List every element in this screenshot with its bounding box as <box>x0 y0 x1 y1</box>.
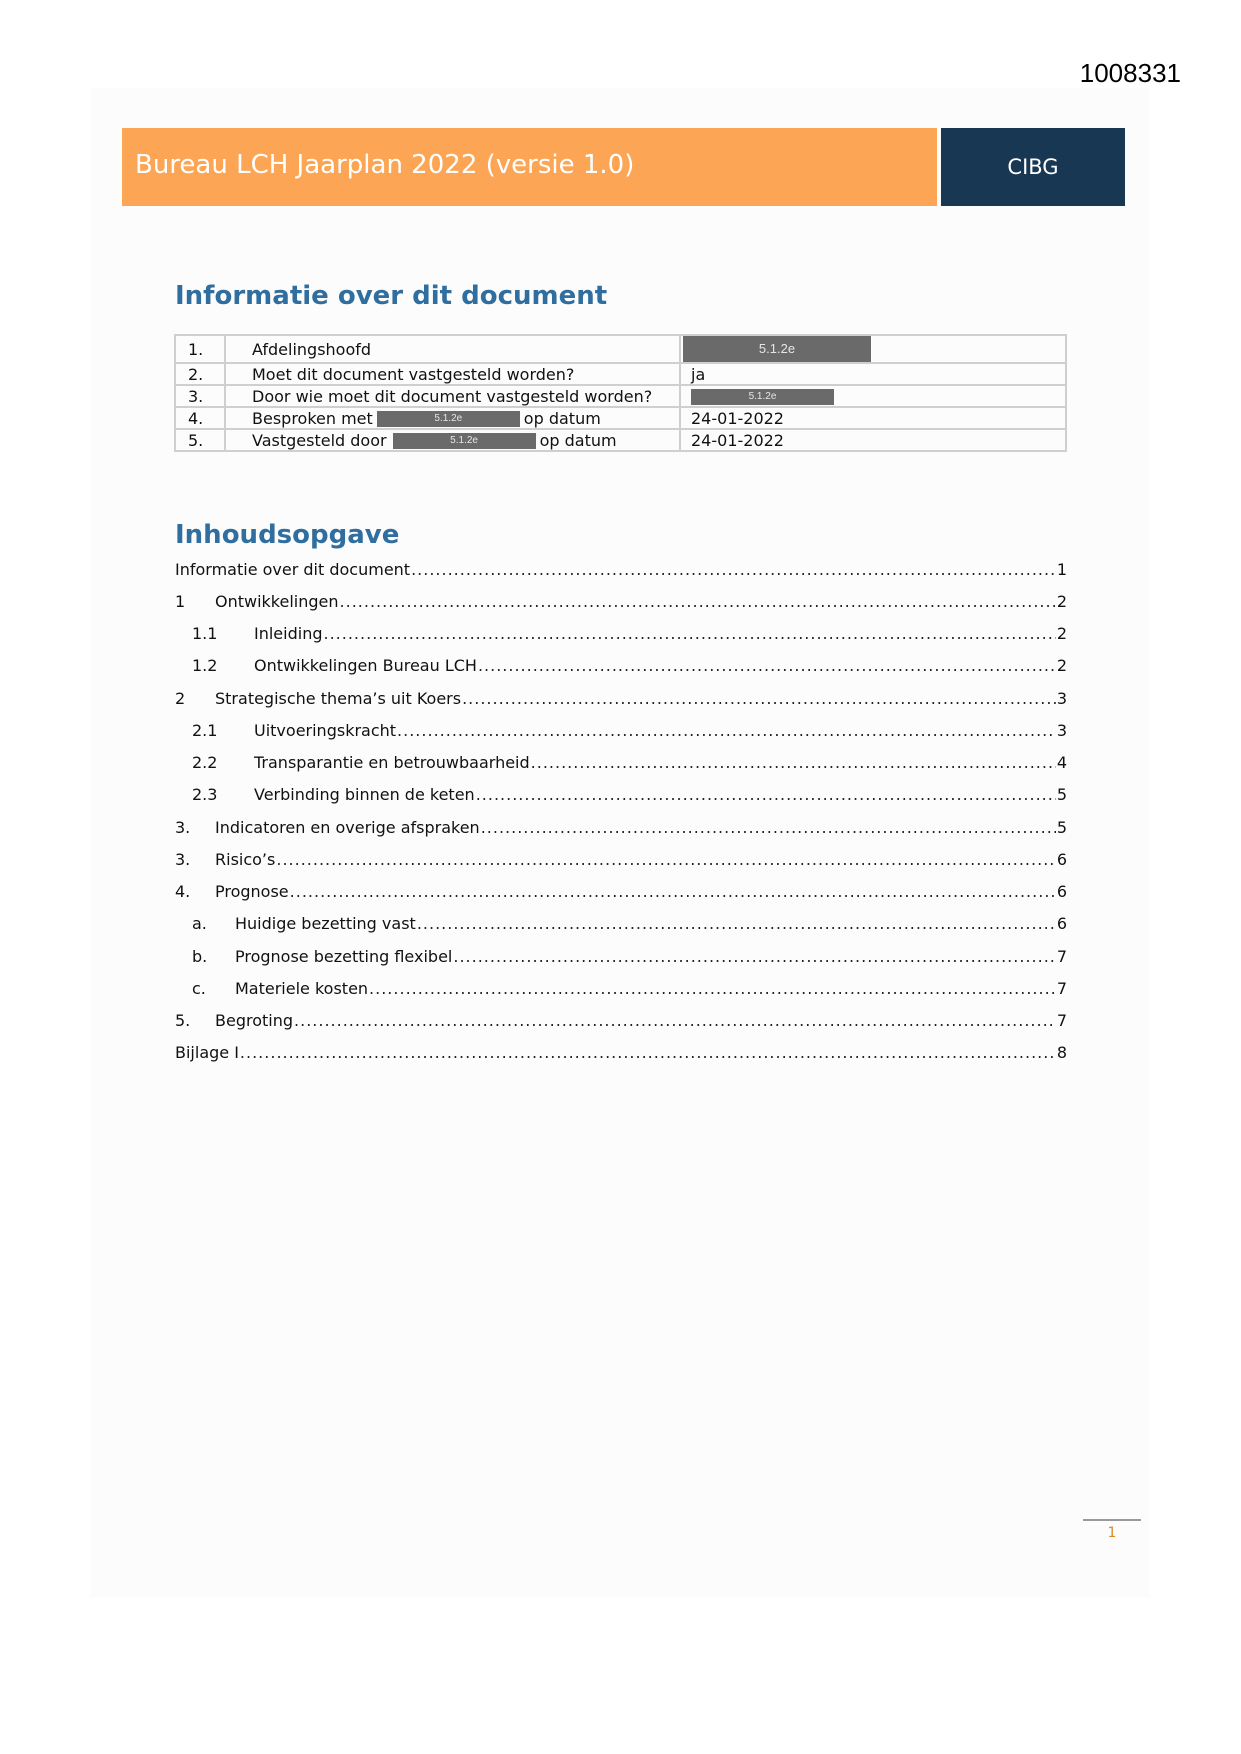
toc-page-number: 8 <box>1056 1043 1067 1062</box>
toc-entry[interactable] <box>175 1043 1067 1065</box>
toc-leader <box>340 592 1056 611</box>
cibg-logo: CIBG <box>1007 155 1059 179</box>
toc-entry-number: 3. <box>175 850 191 869</box>
info-row <box>175 335 1066 363</box>
toc-leader <box>276 850 1055 869</box>
toc-entry-text: Strategische thema’s uit Koers <box>215 689 462 708</box>
toc-entry-text: Verbinding binnen de keten <box>254 785 475 804</box>
row-label <box>225 407 680 429</box>
row-label: Moet dit document vastgesteld worden? <box>225 363 680 385</box>
row-value <box>680 335 1066 363</box>
toc-entry-number: c. <box>192 979 206 998</box>
toc-page-number: 7 <box>1056 1011 1067 1030</box>
row-number: 1. <box>175 335 225 363</box>
toc-page-number: 3 <box>1056 689 1067 708</box>
row-label: Door wie moet dit document vastgesteld worden? <box>225 385 680 407</box>
info-heading: Informatie over dit document <box>175 281 608 311</box>
toc-entry[interactable] <box>175 818 1067 840</box>
toc-entry[interactable] <box>175 979 1067 1001</box>
toc-entry[interactable] <box>175 560 1067 582</box>
toc-entry-number: a. <box>192 914 207 933</box>
toc-leader <box>290 882 1056 901</box>
toc-entry-text: Begroting <box>215 1011 294 1030</box>
row-number: 4. <box>175 407 225 429</box>
redaction-box: 5.1.2e <box>393 433 536 449</box>
toc-entry-number: 2.3 <box>192 785 218 804</box>
toc-entry[interactable] <box>175 850 1067 872</box>
toc-leader <box>240 1043 1056 1062</box>
toc-page-number: 7 <box>1056 947 1067 966</box>
toc-entry[interactable] <box>175 624 1067 646</box>
toc-page-number: 5 <box>1056 818 1067 837</box>
toc-entry[interactable] <box>175 1011 1067 1033</box>
toc-entry-number: 3. <box>175 818 191 837</box>
toc-entry-text: Indicatoren en overige afspraken <box>215 818 480 837</box>
toc-page-number: 2 <box>1056 656 1067 675</box>
toc-entry-text: Bijlage I <box>175 1043 239 1062</box>
row-number: 5. <box>175 429 225 451</box>
toc-page-number: 5 <box>1056 785 1067 804</box>
toc-entry-number: 1.2 <box>192 656 218 675</box>
toc-entry-text: Risico’s <box>215 850 276 869</box>
redaction-box: 5.1.2e <box>691 389 834 405</box>
info-row <box>175 363 1066 385</box>
toc-entry-number: 4. <box>175 882 191 901</box>
document-number: 1008331 <box>1079 58 1181 88</box>
toc-page-number: 3 <box>1056 721 1067 740</box>
toc-leader <box>369 979 1056 998</box>
toc-entry[interactable] <box>175 656 1067 678</box>
toc-entry[interactable] <box>175 689 1067 711</box>
toc-entry-number: b. <box>192 947 208 966</box>
toc-entry-number: 2.2 <box>192 753 218 772</box>
info-row <box>175 429 1066 451</box>
toc-entry[interactable] <box>175 785 1067 807</box>
toc-leader <box>411 560 1056 579</box>
toc-entry[interactable] <box>175 721 1067 743</box>
row-label <box>225 429 680 451</box>
toc-page-number: 2 <box>1056 592 1067 611</box>
toc-leader <box>481 818 1056 837</box>
toc-page-number: 1 <box>1056 560 1067 579</box>
toc-page-number: 6 <box>1056 914 1067 933</box>
info-row <box>175 407 1066 429</box>
row-value: 24-01-2022 <box>680 429 1066 451</box>
row-value: 24-01-2022 <box>680 407 1066 429</box>
info-table <box>174 334 1067 452</box>
toc-leader <box>462 689 1056 708</box>
label-post: op datum <box>523 408 601 428</box>
toc-entry[interactable] <box>175 947 1067 969</box>
toc-entry-number: 1.1 <box>192 624 218 643</box>
toc-leader <box>478 656 1056 675</box>
row-number: 3. <box>175 385 225 407</box>
toc-entry[interactable] <box>175 592 1067 614</box>
toc-entry-text: Transparantie en betrouwbaarheid <box>254 753 530 772</box>
toc-page-number: 2 <box>1056 624 1067 643</box>
toc-entry[interactable] <box>175 914 1067 936</box>
row-value <box>680 385 1066 407</box>
toc-leader <box>476 785 1056 804</box>
toc-entry-text: Prognose bezetting flexibel <box>235 947 453 966</box>
toc-page-number: 6 <box>1056 850 1067 869</box>
toc-heading: Inhoudsopgave <box>175 520 400 550</box>
toc-leader <box>397 721 1056 740</box>
toc-entry-text: Inleiding <box>254 624 323 643</box>
toc-entry-text: Ontwikkelingen <box>215 592 339 611</box>
redaction-box: 5.1.2e <box>683 336 871 362</box>
toc-entry-text: Ontwikkelingen Bureau LCH <box>254 656 477 675</box>
toc-entry-number: 1 <box>175 592 186 611</box>
info-row <box>175 385 1066 407</box>
toc-leader <box>294 1011 1056 1030</box>
toc-page-number: 6 <box>1056 882 1067 901</box>
toc-entry-text: Informatie over dit document <box>175 560 411 579</box>
page-area <box>90 88 1150 1598</box>
toc-entry-text: Huidige bezetting vast <box>235 914 416 933</box>
toc-leader <box>324 624 1056 643</box>
toc-page-number: 4 <box>1056 753 1067 772</box>
header-title: Bureau LCH Jaarplan 2022 (versie 1.0) <box>135 150 635 180</box>
label-pre: Vastgesteld door <box>252 430 387 450</box>
toc-leader <box>531 753 1056 772</box>
footer-page-number: 1 <box>1107 1525 1117 1541</box>
label-pre: Besproken met <box>252 408 373 428</box>
toc-entry-number: 2 <box>175 689 186 708</box>
toc-page-number: 7 <box>1056 979 1067 998</box>
toc-entry-number: 5. <box>175 1011 191 1030</box>
toc-entry-text: Uitvoeringskracht <box>254 721 397 740</box>
row-number: 2. <box>175 363 225 385</box>
toc-entry[interactable] <box>175 753 1067 775</box>
toc-leader <box>453 947 1055 966</box>
footer-rule <box>1083 1519 1141 1521</box>
toc-entry-text: Prognose <box>215 882 289 901</box>
toc-entry[interactable] <box>175 882 1067 904</box>
toc-entry-text: Materiele kosten <box>235 979 369 998</box>
toc-leader <box>417 914 1056 933</box>
toc-entry-number: 2.1 <box>192 721 218 740</box>
row-value: ja <box>680 363 1066 385</box>
label-post: op datum <box>539 430 617 450</box>
row-label: Afdelingshoofd <box>225 335 680 363</box>
redaction-box: 5.1.2e <box>377 411 520 427</box>
